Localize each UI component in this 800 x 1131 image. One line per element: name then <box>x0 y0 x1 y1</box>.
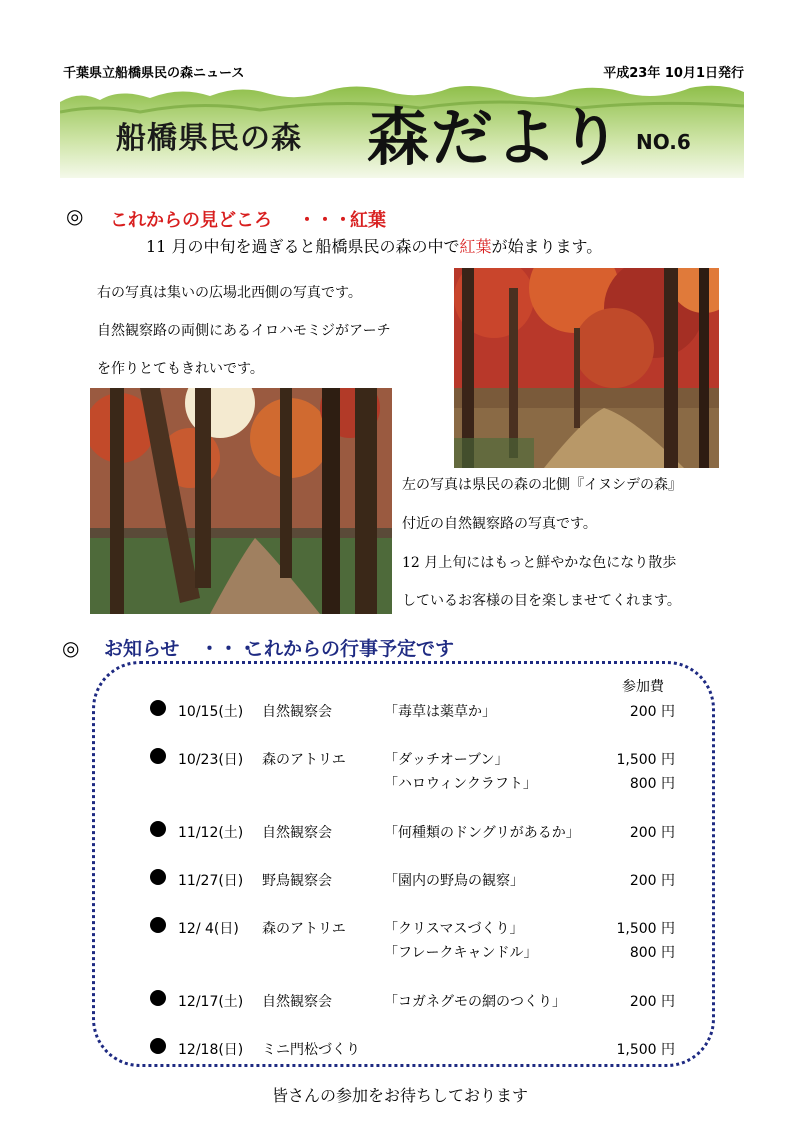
event-name: 自然観察会 <box>262 994 332 1010</box>
event-title: 「毒草は薬草か」 <box>384 704 496 720</box>
bullet-icon <box>150 917 166 933</box>
intro-before: 11 月の中旬を過ぎると船橋県民の森の中で <box>146 237 460 256</box>
section-mark: ◎ <box>62 636 80 660</box>
event-fee: 200 円 <box>629 994 675 1010</box>
event-fee: 200 円 <box>629 873 675 889</box>
newsletter-title: 森だより <box>367 101 624 174</box>
event-title: 「ハロウィンクラフト」 <box>384 776 537 792</box>
intro-highlight: 紅葉 <box>459 237 492 256</box>
event-fee: 1,500 円 <box>616 752 675 768</box>
bullet-icon <box>150 748 166 764</box>
event-date: 12/ 4(日) <box>178 921 239 937</box>
event-date: 12/17(土) <box>178 994 244 1010</box>
issue-date: 平成23年 10月1日発行 <box>603 66 744 81</box>
bullet-icon <box>150 869 166 885</box>
paragraph1-line: を作りとてもきれいです。 <box>97 361 264 377</box>
event-title: 「ダッチオーブン」 <box>384 752 509 768</box>
paragraph1-line: 右の写真は集いの広場北西側の写真です。 <box>97 285 362 301</box>
photo-forest-path <box>90 388 392 614</box>
event-fee: 1,500 円 <box>616 1042 675 1058</box>
paragraph1-line: 自然観察路の両側にあるイロハモミジがアーチ <box>97 323 391 339</box>
intro-after: が始まります。 <box>491 237 603 256</box>
event-fee: 800 円 <box>629 945 675 961</box>
section1-keyword: 紅葉 <box>350 210 386 231</box>
section2-subtitle: これからの行事予定です <box>245 638 455 660</box>
fee-header: 参加費 <box>622 679 664 695</box>
closing-message: 皆さんの参加をお待ちしております <box>271 1086 528 1105</box>
event-name: 自然観察会 <box>262 704 332 720</box>
section1-title: これからの見どころ <box>110 210 272 231</box>
event-name: 森のアトリエ <box>262 752 346 768</box>
bullet-icon <box>150 700 166 716</box>
intro-text <box>146 234 602 257</box>
section1-dots: ・・・ <box>298 210 352 231</box>
section2-dots: ・・・ <box>200 638 258 660</box>
event-title: 「何種類のドングリがあるか」 <box>384 825 580 841</box>
event-name: ミニ門松づくり <box>262 1042 360 1058</box>
paragraph2-line: 左の写真は県民の森の北側『イヌシデの森』 <box>402 477 682 493</box>
bullet-icon <box>150 990 166 1006</box>
event-title: 「クリスマスづくり」 <box>384 921 524 937</box>
bullet-icon <box>150 1038 166 1054</box>
bullet-icon <box>150 821 166 837</box>
event-fee: 200 円 <box>629 704 675 720</box>
event-title: 「コガネグモの網のつくり」 <box>384 994 566 1010</box>
section-mark: ◎ <box>66 204 84 228</box>
paragraph2-line: 12 月上旬にはもっと鮮やかな色になり散歩 <box>402 555 677 571</box>
event-date: 12/18(日) <box>178 1042 244 1058</box>
event-name: 森のアトリエ <box>262 921 346 937</box>
event-fee: 1,500 円 <box>616 921 675 937</box>
event-date: 11/12(土) <box>178 825 244 841</box>
paragraph2-line: しているお客様の目を楽しませてくれます。 <box>402 593 681 609</box>
event-name: 野鳥観察会 <box>262 873 332 889</box>
event-name: 自然観察会 <box>262 825 332 841</box>
newsletter-subtitle: 船橋県民の森 <box>116 121 302 156</box>
issue-number: NO.6 <box>636 130 691 154</box>
event-date: 10/15(土) <box>178 704 244 720</box>
event-title: 「園内の野鳥の観察」 <box>384 873 524 889</box>
photo-autumn-arch <box>454 268 719 468</box>
paragraph2-line: 付近の自然観察路の写真です。 <box>402 516 597 532</box>
event-date: 11/27(日) <box>178 873 244 889</box>
event-fee: 800 円 <box>629 776 675 792</box>
organization-name: 千葉県立船橋県民の森ニュース <box>63 66 245 81</box>
event-title: 「フレークキャンドル」 <box>384 945 538 961</box>
event-fee: 200 円 <box>629 825 675 841</box>
section2-title: お知らせ <box>104 638 180 660</box>
event-date: 10/23(日) <box>178 752 244 768</box>
